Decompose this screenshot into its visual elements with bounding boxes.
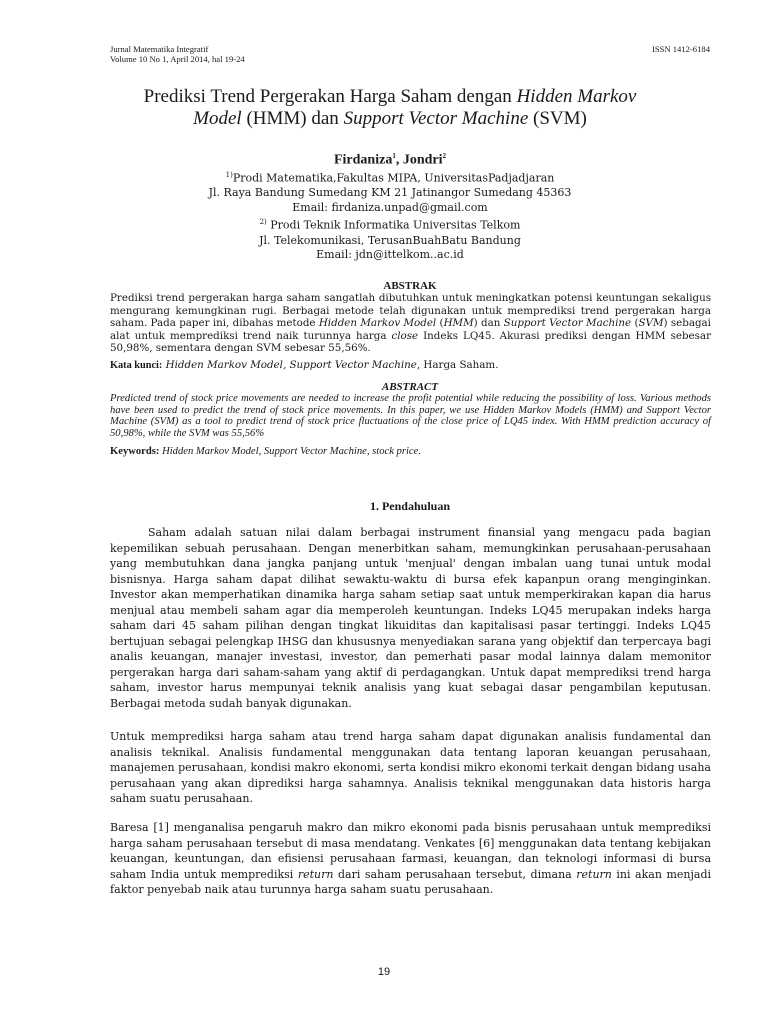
author-name: Jondri <box>402 152 443 168</box>
affiliation-line: Jl. Telekomunikasi, TerusanBuahBatu Bandung <box>259 233 521 247</box>
abstract-body: Predicted trend of stock price movements are needed to increase the profit potential while reducing the possibility of loss. Various methods have been used to predict the trend of stock price movements. In this paper, we use Hidden Markov Models (HMM) and Support Vector Machine (SVM) as a tool to predict trend of stock price fluctuations of the close price of LQ45 index. With HMM prediction accuracy of 50,98%, while the SVM was 55,56% <box>110 393 711 439</box>
paragraph: Untuk memprediksi harga saham atau trend harga saham dapat digunakan analisis fundamental dan analisis teknikal. Analisis fundamental menggunakan data tentang laporan keuangan perusahaan, manajemen perusahaan, kondisi makro ekonomi, serta kondisi mikro ekonomi terkait dengan bidang usaha perusahaan yang akan diprediksi harga sahamnya. Analisis teknikal menggunakan data historis harga saham suatu perusahaan. <box>110 730 711 806</box>
kata-kunci: Kata kunci: Hidden Markov Model, Support Vector Machine, Harga Saham. <box>110 359 499 371</box>
author-email: Email: firdaniza.unpad@gmail.com <box>292 200 488 214</box>
volume-info: Volume 10 No 1, April 2014, hal 19-24 <box>110 54 245 64</box>
affiliation-line: $^{1)}$Prodi Matematika,Fakultas MIPA, UniversitasPadjadjaran <box>225 171 555 185</box>
affiliations <box>100 168 680 263</box>
affiliation-line: Jl. Raya Bandung Sumedang KM 21 Jatinangor Sumedang 45363 <box>208 186 572 200</box>
page-number: 19 <box>377 966 391 978</box>
author-name: Firdaniza <box>333 152 393 168</box>
keywords: Keywords: Hidden Markov Model, Support Vector Machine, stock price. <box>110 446 421 457</box>
running-header-left <box>110 44 245 64</box>
paragraph: Saham adalah satuan nilai dalam berbagai instrument finansial yang mengacu pada bagian kepemilikan sebuah perusahaan. Dengan menerbitkan saham, memungkinkan perusahaan-perusahaan yang membutuhkan dana jangka panjang untuk 'menjual' dengan imbalan uang tunai untuk modal bisnisnya. Harga saham dapat dilihat sewaktu-waktu di bursa efek kapanpun orang menginginkan. Investor akan memperhatikan dinamika harga saham setiap saat untuk memperkirakan kapan dia harus menjual atau membeli saham agar dia memperoleh keuntungan. Indeks LQ45 merupakan indeks harga saham dari 45 saham pilihan dengan tingkat likuiditas dan kapitalisasi pasar tertinggi. Indeks LQ45 bertujuan sebagai pelengkap IHSG dan khususnya menyediakan sarana yang objektif dan terpercaya bagi analis keuangan, manajer investasi, investor, dan pemerhati pasar modal lainnya dalam memonitor pergerakan harga dari saham-saham yang aktif di perdagangkan. Untuk dapat memprediksi trend harga saham, investor harus mempunyai teknik analisis yang kuat sebagai dasar pengambilan keputusan. Berbagai metoda sudah banyak digunakan. <box>110 526 711 711</box>
journal-name: Jurnal Matematika Integratif <box>110 44 209 54</box>
paper-title: Prediksi Trend Pergerakan Harga Saham dengan Hidden Markov Model (HMM) dan Support Vector Machine (SVM) <box>143 86 637 129</box>
author-list: Firdaniza$^1$, Jondri$^2$ <box>333 152 447 168</box>
issn: ISSN 1412-6184 <box>651 44 710 54</box>
abstract-heading: ABSTRACT <box>381 381 439 393</box>
section-heading: 1. Pendahuluan <box>369 499 451 513</box>
abstrak-body: Prediksi trend pergerakan harga saham sangatlah dibutuhkan untuk meningkatkan potensi keuntungan sekaligus mengurang kemungkinan rugi. Berbagai metode telah digunakan untuk memprediksi trend pergerakan harga saham. Pada paper ini, dibahas metode Hidden Markov Model (HMM) dan Support Vector Machine (SVM) sebagai alat untuk memprediksi trend naik turunnya harga close Indeks LQ45. Akurasi prediksi dengan HMM sebesar 50,98%, sementara dengan SVM sebesar 55,56%. <box>110 292 711 355</box>
author-email: Email: jdn@ittelkom..ac.id <box>316 248 464 262</box>
paragraph: Baresa [1] menganalisa pengaruh makro dan mikro ekonomi pada bisnis perusahaan untuk memprediksi harga saham perusahaan tersebut di masa mendatang. Venkates [6] menggunakan data tentang kebijakan keuangan, keuntungan, dan efisiensi perusahaan farmasi, keuangan, dan teknologi informasi di bursa saham India untuk memprediksi return dari saham perusahaan tersebut, dimana return ini akan menjadi faktor penyebab naik atau turunnya harga saham suatu perusahaan. <box>110 821 711 897</box>
affiliation-line: $^{2)}$ Prodi Teknik Informatika Universitas Telkom <box>259 218 521 233</box>
abstrak-heading: ABSTRAK <box>383 280 437 292</box>
